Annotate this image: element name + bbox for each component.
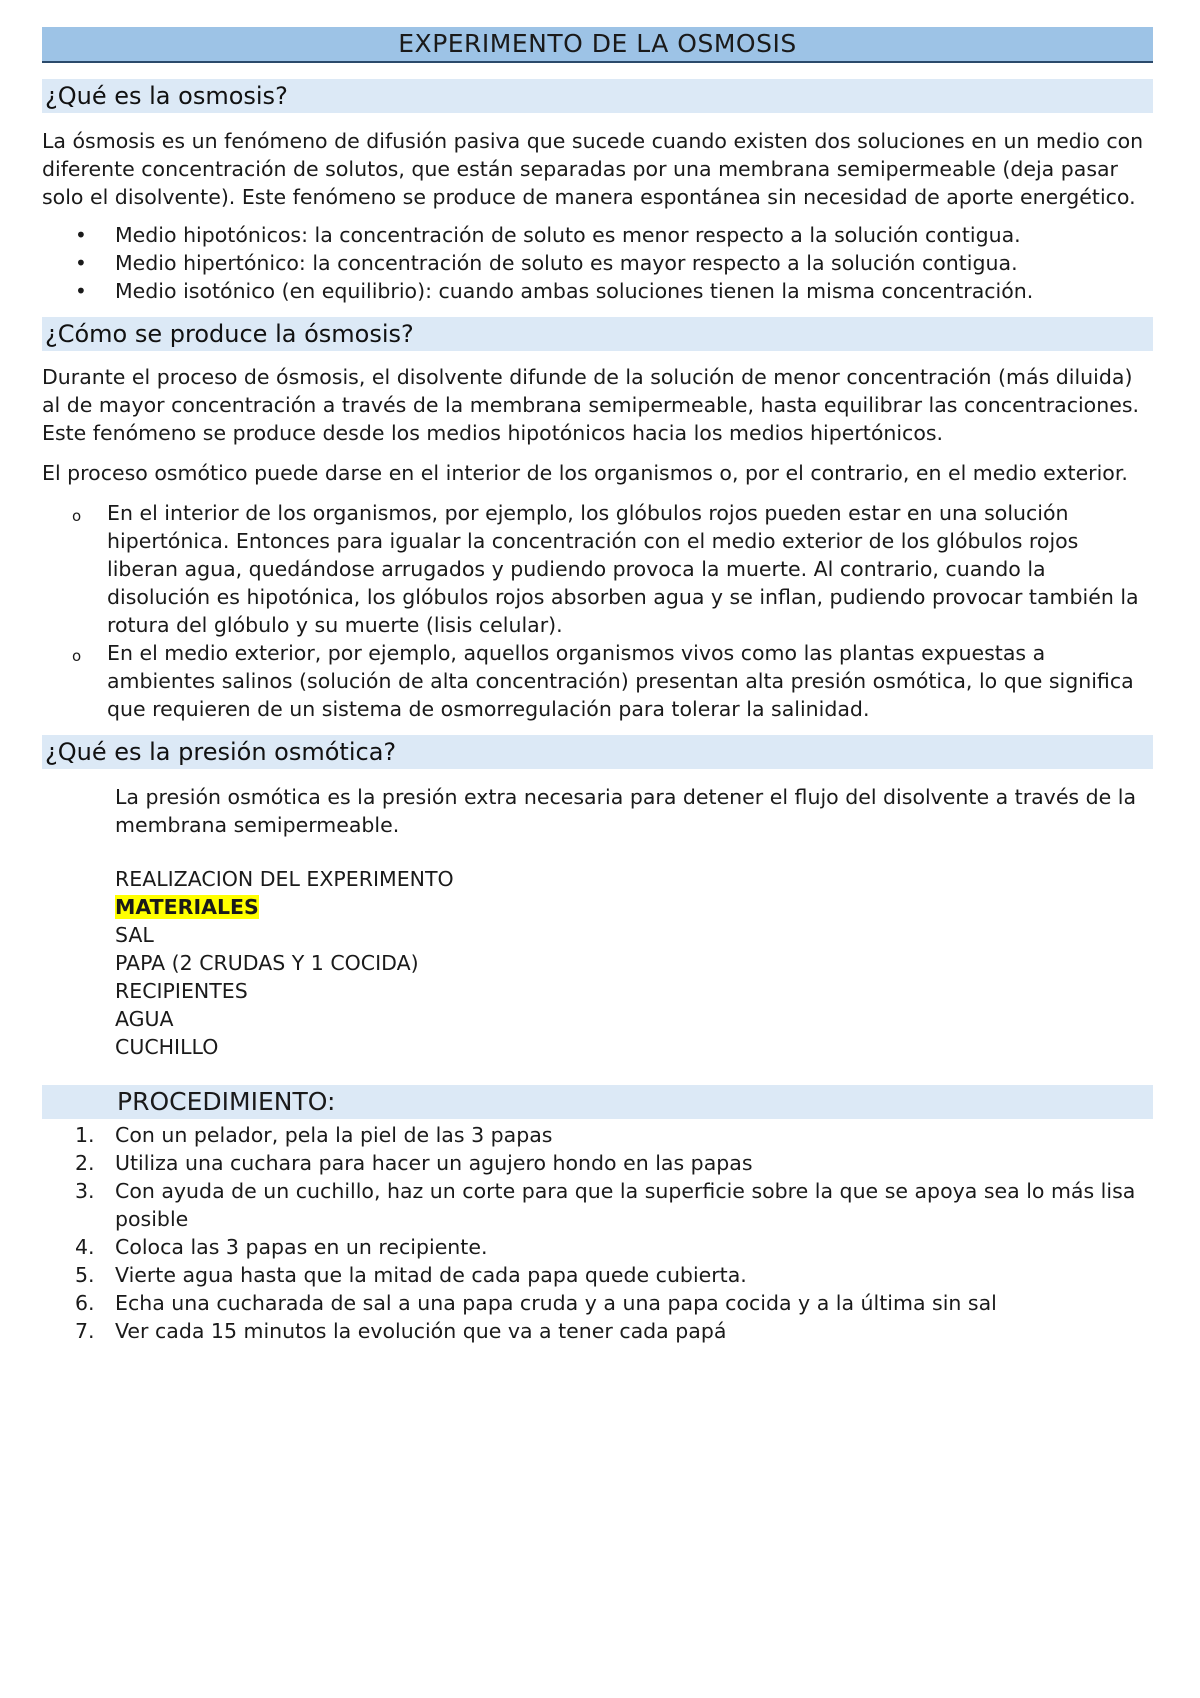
- section2-paragraph-1: Durante el proceso de ósmosis, el disolvente difunde de la solución de menor concentración (más diluida) al de mayor concentración a través de la membrana semipermeable, hasta equilibrar las concentraciones. Este fenómeno se produce desde los medios hipotónicos hacia los medios hipertónicos.: [42, 365, 1140, 445]
- section-heading-presion-osmotica: ¿Qué es la presión osmótica?: [42, 735, 1153, 769]
- section3-paragraph: La presión osmótica es la presión extra necesaria para detener el flujo del disolvente a través de la membrana semipermeable.: [115, 785, 1137, 837]
- step-number: 5.: [75, 1263, 95, 1287]
- list-item: [42, 1149, 1153, 1177]
- list-item-text: En el medio exterior, por ejemplo, aquellos organismos vivos como las plantas expuestas a ambientes salinos (solución de alta concentración) presentan alta presión osmótica, lo que significa que requieren de un sistema de osmorregulación para tolerar la salinidad.: [107, 641, 1134, 721]
- step-text: Utiliza una cuchara para hacer un agujero hondo en las papas: [115, 1151, 753, 1175]
- list-item: [42, 1261, 1153, 1289]
- materials-block: [42, 865, 1153, 1061]
- step-text: Coloca las 3 papas en un recipiente.: [115, 1235, 488, 1259]
- step-number: 7.: [75, 1319, 95, 1343]
- list-item: [42, 639, 1153, 723]
- list-item: [42, 1317, 1153, 1345]
- list-item: [42, 499, 1153, 639]
- realizacion-label: REALIZACION DEL EXPERIMENTO: [115, 867, 454, 891]
- document-title: EXPERIMENTO DE LA OSMOSIS: [42, 27, 1153, 63]
- step-number: 2.: [75, 1151, 95, 1175]
- osmosis-examples-list: [42, 499, 1153, 723]
- list-item: [42, 1177, 1153, 1233]
- section-heading-que-es-osmosis: ¿Qué es la osmosis?: [42, 79, 1153, 113]
- circle-bullet-icon: o: [72, 647, 82, 665]
- material-item: AGUA: [115, 1007, 174, 1031]
- circle-bullet-icon: o: [72, 507, 82, 525]
- section1-paragraph: La ósmosis es un fenómeno de difusión pasiva que sucede cuando existen dos soluciones en un medio con diferente concentración de solutos, que están separadas por una membrana semipermeable (deja pasar solo el disolvente). Este fenómeno se produce de manera espontánea sin necesidad de aporte energético.: [42, 129, 1144, 209]
- step-number: 3.: [75, 1179, 95, 1203]
- section-heading-como-se-produce: ¿Cómo se produce la ósmosis?: [42, 317, 1153, 351]
- materials-label: [115, 893, 1153, 921]
- material-item: RECIPIENTES: [115, 979, 248, 1003]
- step-number: 4.: [75, 1235, 95, 1259]
- step-text: Vierte agua hasta que la mitad de cada papa quede cubierta.: [115, 1263, 747, 1287]
- osmosis-media-list: [42, 221, 1153, 305]
- step-number: 1.: [75, 1123, 95, 1147]
- material-item: CUCHILLO: [115, 1035, 219, 1059]
- material-item: SAL: [115, 923, 154, 947]
- step-text: Echa una cucharada de sal a una papa cruda y a una papa cocida y a la última sin sal: [115, 1291, 997, 1315]
- material-item: PAPA (2 CRUDAS Y 1 COCIDA): [115, 951, 419, 975]
- list-item-text: En el interior de los organismos, por ejemplo, los glóbulos rojos pueden estar en una solución hipertónica. Entonces para igualar la concentración con el medio exterior de los glóbulos rojos liberan agua, quedándose arrugados y pudiendo provoca la muerte. Al contrario, cuando la disolución es hipotónica, los glóbulos rojos absorben agua y se inflan, pudiendo provocar también la rotura del glóbulo y su muerte (lisis celular).: [107, 501, 1139, 637]
- list-item: • Medio hipertónico: la concentración de soluto es mayor respecto a la solución contigua.: [42, 249, 1153, 277]
- list-item: [42, 1233, 1153, 1261]
- step-text: Ver cada 15 minutos la evolución que va a tener cada papá: [115, 1319, 727, 1343]
- materials-highlight: MATERIALES: [115, 895, 259, 919]
- list-item: • Medio isotónico (en equilibrio): cuando ambas soluciones tienen la misma concentración.: [42, 277, 1153, 305]
- section2-paragraph-2: El proceso osmótico puede darse en el interior de los organismos o, por el contrario, en el medio exterior.: [42, 461, 1128, 485]
- step-text: Con ayuda de un cuchillo, haz un corte para que la superficie sobre la que se apoya sea lo más lisa posible: [115, 1179, 1136, 1231]
- list-item: • Medio hipotónicos: la concentración de soluto es menor respecto a la solución contigua.: [42, 221, 1153, 249]
- list-item: [42, 1121, 1153, 1149]
- step-number: 6.: [75, 1291, 95, 1315]
- step-text: Con un pelador, pela la piel de las 3 papas: [115, 1123, 553, 1147]
- procedure-steps-list: [42, 1121, 1153, 1345]
- list-item: [42, 1289, 1153, 1317]
- procedimiento-heading: PROCEDIMIENTO:: [42, 1085, 1153, 1119]
